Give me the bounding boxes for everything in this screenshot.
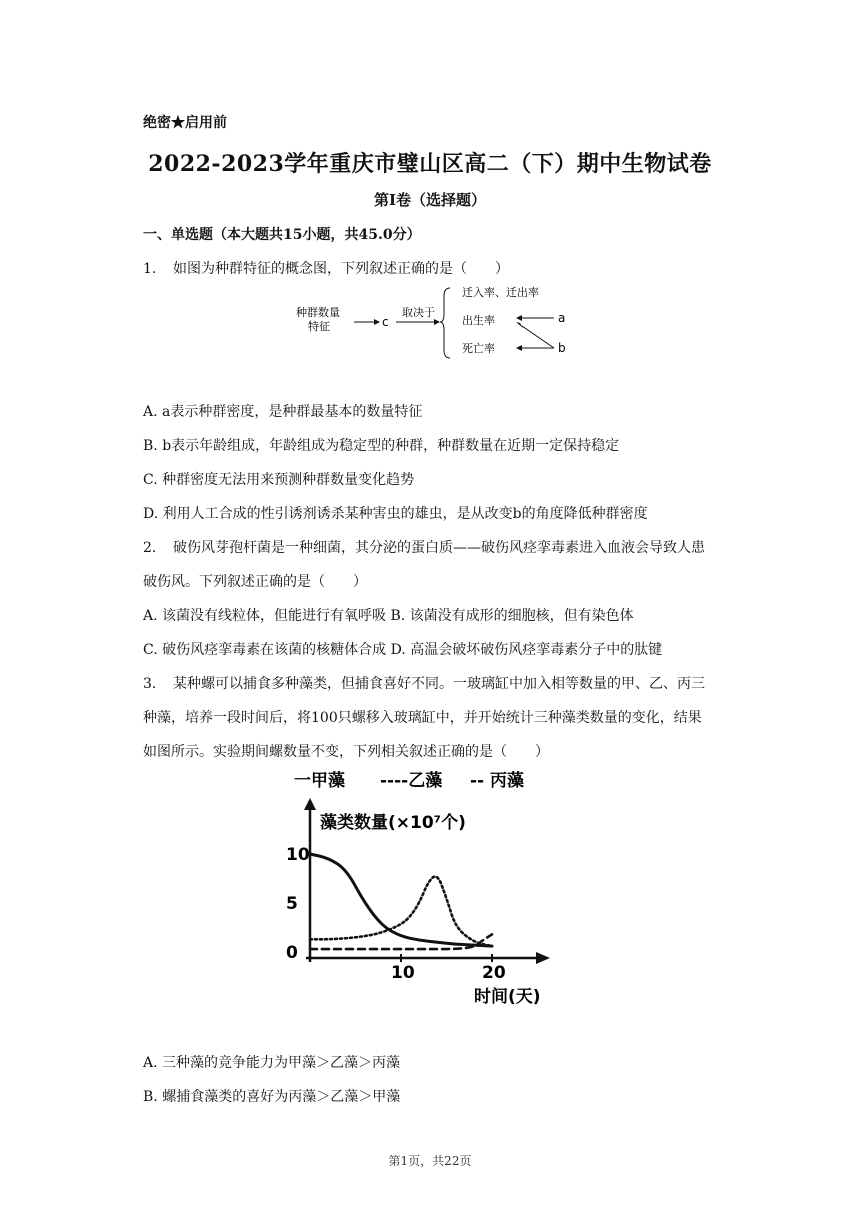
q1-option-d: D. 利用人工合成的性引诱剂诱杀某种害虫的雄虫，是从改变b的角度降低种群密度: [143, 506, 648, 522]
series-jia-line: [310, 854, 492, 946]
x-axis-label: 时间(天): [474, 987, 541, 1007]
y-tick-label: 0: [286, 943, 298, 963]
diagram-a: a: [558, 311, 566, 325]
diagram-b: b: [558, 341, 566, 355]
diagram-c: c: [382, 315, 389, 329]
page-title: 2022-2023学年重庆市璧山区高二（下）期中生物试卷: [148, 151, 712, 177]
arrow-head: [374, 319, 380, 325]
y-tick-label: 10: [286, 845, 310, 865]
q2-options-row2: C. 破伤风痉挛毒素在该菌的核糖体合成 D. 高温会破坏破伤风痉挛毒素分子中的肽键: [143, 642, 663, 658]
question-3-stem-cont2: 如图所示。实验期间螺数量不变，下列相关叙述正确的是（ ）: [143, 744, 549, 760]
page-footer: 第1页，共22页: [388, 1154, 472, 1168]
brace: [440, 288, 450, 358]
question-text: 某种螺可以捕食多种藻类，但捕食喜好不同。一玻璃缸中加入相等数量的甲、乙、丙三: [173, 676, 705, 692]
question-1-stem: [143, 258, 509, 278]
question-text: 如图为种群特征的概念图，下列叙述正确的是（ ）: [173, 261, 509, 277]
question-2-stem: [143, 537, 705, 557]
question-3-stem: [143, 673, 705, 693]
diagram-left-line1: 种群数量: [296, 306, 340, 319]
y-axis-label: 藻类数量(×10⁷个): [320, 813, 466, 833]
x-axis-arrow: [536, 952, 550, 964]
q1-option-b: B. b表示年龄组成，年龄组成为稳定型的种群，种群数量在近期一定保持稳定: [143, 438, 620, 454]
x-tick-label: 20: [482, 963, 506, 983]
confidential-label: 绝密★启用前: [143, 115, 227, 131]
legend-label-yi: ----乙藻: [380, 771, 443, 791]
question-number: 3.: [143, 676, 157, 692]
q1-option-c: C. 种群密度无法用来预测种群数量变化趋势: [143, 472, 415, 488]
diagram-left-line2: 特征: [308, 320, 330, 333]
diagram-item3: 死亡率: [462, 342, 495, 355]
q2-options-row1: A. 该菌没有线粒体，但能进行有氧呼吸 B. 该菌没有成形的细胞核，但有染色体: [143, 608, 634, 624]
legend-label-bing: -- 丙藻: [470, 771, 525, 791]
question-3-stem-cont: 种藻，培养一段时间后，将100只螺移入玻璃缸中，并开始统计三种藻类数量的变化，结果: [143, 710, 702, 726]
population-concept-diagram: [290, 280, 580, 362]
chart-legend: [294, 771, 524, 791]
arrow-head: [516, 315, 522, 321]
y-tick-label: 5: [286, 894, 298, 914]
volume-subtitle: 第I卷（选择题）: [373, 191, 487, 209]
q3-option-b: B. 螺捕食藻类的喜好为丙藻＞乙藻＞甲藻: [143, 1089, 401, 1105]
arrow-b-to-birth: [522, 326, 554, 348]
y-axis-arrow: [304, 798, 316, 810]
arrow-head: [516, 322, 523, 328]
question-2-stem-cont: 破伤风。下列叙述正确的是（ ）: [143, 574, 367, 590]
arrow-head: [434, 319, 440, 325]
arrow-head: [516, 345, 522, 351]
legend-label-jia: 一甲藻: [294, 771, 345, 791]
x-tick-label: 10: [391, 963, 415, 983]
q1-option-a: A. a表示种群密度，是种群最基本的数量特征: [143, 404, 423, 420]
q3-option-a: A. 三种藻的竞争能力为甲藻＞乙藻＞丙藻: [143, 1055, 401, 1071]
diagram-item2: 出生率: [462, 314, 495, 327]
diagram-determines: 取决于: [402, 306, 435, 319]
question-number: 2.: [143, 540, 157, 556]
algae-count-chart: [270, 762, 590, 1012]
section-heading: 一、单选题（本大题共15小题，共45.0分）: [143, 227, 421, 243]
question-number: 1.: [143, 261, 157, 277]
diagram-item1: 迁入率、迁出率: [462, 286, 539, 299]
question-text: 破伤风芽孢杆菌是一种细菌，其分泌的蛋白质——破伤风痉挛毒素进入血液会导致人患: [173, 540, 705, 556]
